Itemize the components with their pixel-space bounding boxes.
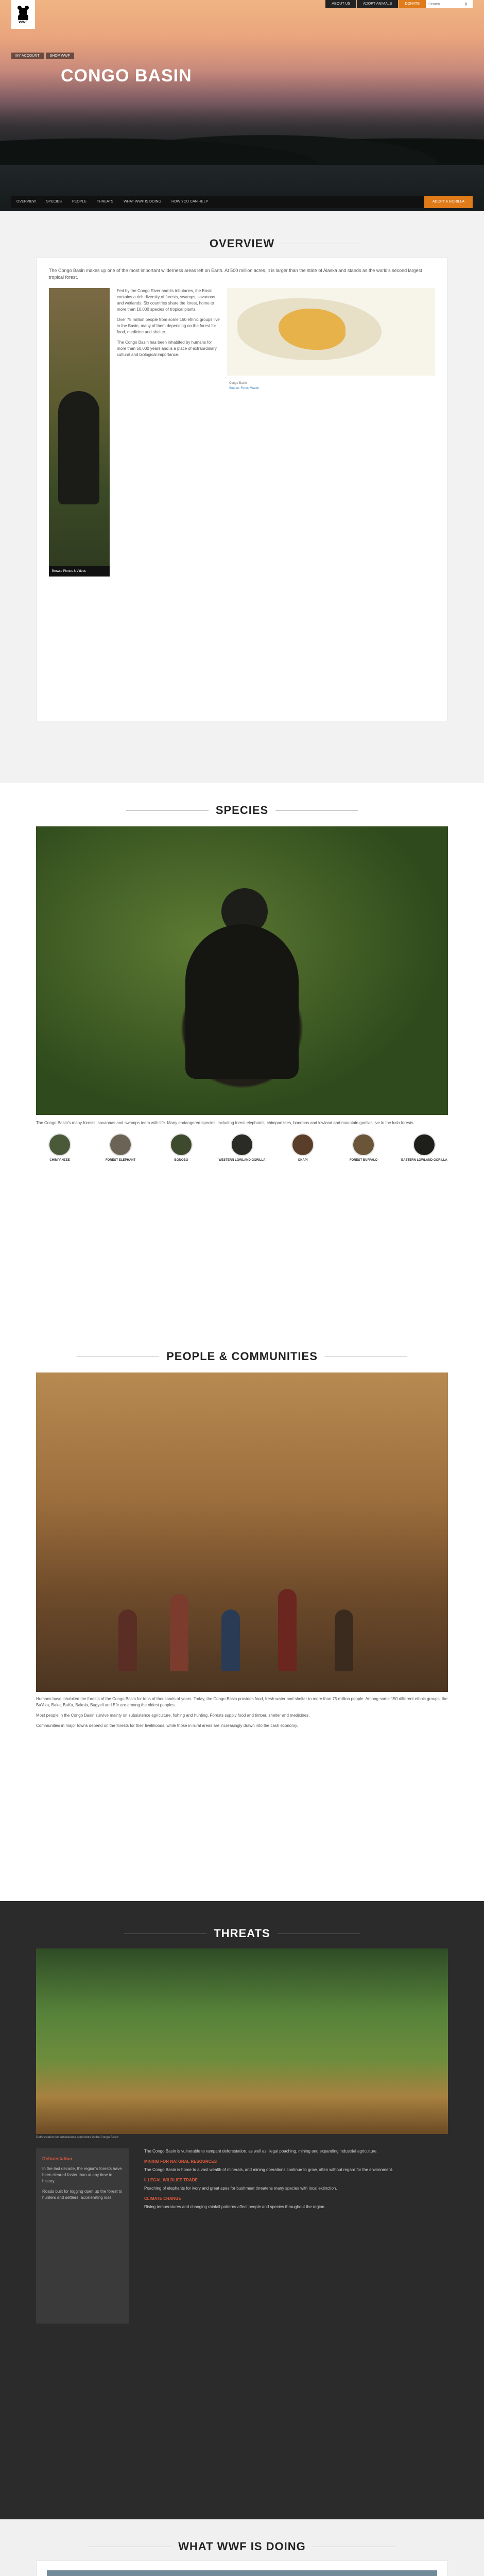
people-heading	[0, 1350, 484, 1363]
pagenav-threats[interactable]: THREATS	[96, 200, 114, 204]
deforestation-photo	[36, 1948, 448, 2134]
threat-main-text	[144, 2148, 448, 2324]
sub-nav	[11, 53, 74, 59]
nav-about-us[interactable]: ABOUT US	[325, 0, 356, 8]
chimpanzee-icon	[48, 1133, 71, 1156]
search-input[interactable]	[428, 3, 464, 6]
elephant-icon	[109, 1133, 132, 1156]
pagenav-people[interactable]: PEOPLE	[72, 200, 87, 204]
threats-heading	[0, 1927, 484, 1940]
species-item[interactable]: FOREST ELEPHANT	[97, 1133, 144, 1162]
wwf-logo[interactable]	[11, 0, 35, 29]
panda-icon	[16, 5, 30, 20]
species-item[interactable]: EASTERN LOWLAND GORILLA	[401, 1133, 448, 1162]
species-heading	[0, 804, 484, 817]
logo-text: WWF	[19, 21, 28, 24]
threat-sidebar-text: In the last decade, the region's forests have been cleared faster than at any time in history.	[42, 2166, 122, 2183]
threat-paragraph: The Congo Basin is home to a vast wealth of minerals, and mining operations continue to grow, often without regard for the environment.	[144, 2167, 393, 2172]
gorilla-photo	[36, 826, 448, 1115]
species-title: SPECIES	[215, 804, 269, 817]
overview-paragraph: Over 75 million people from some 150 ethnic groups live in the Basin, many of them depending on the forest for food, medicine and shelter.	[117, 317, 220, 334]
wwf-doing-title: WHAT WWF IS DOING	[178, 2540, 306, 2553]
people-paragraph: Most people in the Congo Basin survive mainly on subsistence agriculture, fishing and hunting. Forests supply food and timber, shelter and medicines.	[36, 1713, 310, 1718]
gorilla-icon	[413, 1133, 436, 1156]
people-section	[0, 1340, 484, 1901]
threat-sidebar	[36, 2148, 129, 2324]
people-title: PEOPLE & COMMUNITIES	[166, 1350, 318, 1363]
hero-banner	[0, 0, 484, 211]
nav-adopt-animals[interactable]: ADOPT ANIMALS	[357, 0, 398, 8]
species-list	[36, 1133, 448, 1162]
wwf-doing-card	[36, 2561, 448, 2576]
threat-paragraph: Rising temperatures and changing rainfall patterns affect people and species throughout the region.	[144, 2205, 326, 2209]
gorilla-icon	[231, 1133, 253, 1156]
people-photo	[36, 1372, 448, 1692]
overview-lead: The Congo Basin makes up one of the most important wilderness areas left on Earth. At 500 million acres, it is larger than the state of Alaska and stands as the world's second largest tropical forest.	[49, 268, 422, 280]
species-item[interactable]: WESTERN LOWLAND GORILLA	[218, 1133, 266, 1162]
threat-sidebar-title: Deforestation	[42, 2156, 73, 2161]
overview-text	[117, 288, 220, 577]
threat-image-caption: Deforestation for subsistence agriculture in the Congo Basin	[36, 2136, 118, 2139]
threat-sidebar-text: Roads built for logging open up the forest to hunters and settlers, accelerating loss.	[42, 2189, 123, 2200]
species-item[interactable]: BONOBO	[158, 1133, 205, 1162]
species-item[interactable]: CHIMPANZEE	[36, 1133, 83, 1162]
species-item[interactable]: FOREST BUFFALO	[340, 1133, 387, 1162]
threat-paragraph: Poaching of elephants for ivory and great apes for bushmeat threatens many species with local extinction.	[144, 2186, 337, 2191]
species-item[interactable]: OKAPI	[279, 1133, 326, 1162]
overview-gorilla-image	[49, 288, 110, 577]
landscape-photo	[47, 2570, 437, 2576]
people-paragraph: Humans have inhabited the forests of the Congo Basin for tens of thousands of years. Today, the Congo Basin provides food, fresh water and shelter to more than 75 million people. Among some 150 different ethnic groups, the Ba'Aka, Baka, BaKa, Bakola, Bagyeli and Efe are among the oldest peoples.	[36, 1697, 448, 1707]
page-title: CONGO BASIN	[61, 66, 192, 86]
wwf-doing-section	[0, 2519, 484, 2576]
pagenav-wwf-doing[interactable]: WHAT WWF IS DOING	[124, 200, 161, 204]
bonobo-icon	[170, 1133, 193, 1156]
top-nav	[325, 0, 473, 8]
page-section-nav	[11, 196, 473, 208]
overview-paragraph: Fed by the Congo River and its tributaries, the Basin contains a rich diversity of forests, swamps, savannas and wetlands. Six countries share the forest, home to more than 10,000 species of tropical plants.	[117, 289, 215, 312]
pagenav-help[interactable]: HOW YOU CAN HELP	[171, 200, 209, 204]
overview-title: OVERVIEW	[209, 237, 275, 250]
people-text	[36, 1696, 448, 1729]
threats-title: THREATS	[214, 1927, 270, 1940]
wwf-doing-heading	[0, 2540, 484, 2553]
threats-content	[36, 2148, 448, 2324]
search-icon[interactable]: ⚲	[464, 2, 468, 7]
overview-card	[36, 258, 448, 721]
overview-section	[0, 211, 484, 783]
okapi-icon	[291, 1133, 314, 1156]
threat-subtitle: ILLEGAL WILDLIFE TRADE	[144, 2178, 198, 2182]
overview-heading	[0, 237, 484, 250]
species-caption: The Congo Basin's many forests, savannas and swamps teem with life. Many endangered species, including forest elephants, chimpanzees, bonobos and lowland and mountain gorillas live in the lush forests.	[36, 1121, 414, 1125]
species-section	[0, 783, 484, 1340]
threat-subtitle: CLIMATE CHANGE	[144, 2196, 181, 2201]
congo-basin-map	[227, 288, 435, 390]
threat-subtitle: MINING FOR NATURAL RESOURCES	[144, 2159, 217, 2164]
buffalo-icon	[352, 1133, 375, 1156]
nav-my-account[interactable]: MY ACCOUNT	[11, 53, 44, 59]
pagenav-overview[interactable]: OVERVIEW	[16, 200, 36, 204]
people-paragraph: Communities in major towns depend on the forests for their livelihoods, while those in rural areas are increasingly drawn into the cash economy.	[36, 1723, 298, 1728]
search-box	[426, 0, 473, 8]
pagenav-species[interactable]: SPECIES	[46, 200, 62, 204]
nav-shop[interactable]: SHOP WWF	[46, 53, 74, 59]
map-caption: Congo Basin	[229, 382, 247, 385]
threat-paragraph: The Congo Basin is vulnerable to rampant deforestation, as well as illegal poaching, mining and expanding industrial agriculture.	[144, 2149, 378, 2154]
map-source-link[interactable]: Source: Forest Watch	[229, 387, 259, 390]
donate-button[interactable]: DONATE	[399, 0, 426, 8]
threats-section	[0, 1901, 484, 2519]
overview-paragraph: The Congo Basin has been inhabited by humans for more than 50,000 years and is a place of extraordinary cultural and biological importance.	[117, 340, 217, 357]
hero-treeline	[0, 118, 484, 165]
adopt-gorilla-button[interactable]: ADOPT A GORILLA	[424, 196, 473, 208]
browse-photos-link[interactable]: Browse Photos & Videos	[49, 566, 110, 577]
